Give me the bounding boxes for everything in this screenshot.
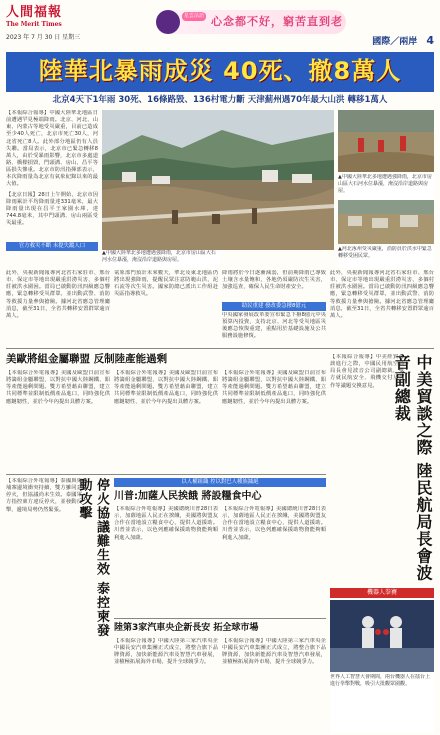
flood-photo <box>102 110 334 250</box>
body-column-c: 降雨將於今日逐漸減弱，但前期降雨已導致土壤含水量飽和，各地仍須嚴防次生災害，加強巡查，確保人民生命財產安全。 <box>222 270 326 291</box>
robot-photo <box>330 600 434 672</box>
tag-rescue: 助民重建 發改委急撥8億元 <box>222 302 326 311</box>
divider <box>6 474 326 475</box>
robot-title: 機器人拳賽 <box>330 588 434 598</box>
car-body-2: 【本報綜合報導】中國大陸第三家汽車央企中國長安汽車集團正式成立，將整合旗下品牌資源，加快新能源汽車及智慧汽車發展，並積極拓展海外市場，提升全球競爭力。 <box>222 638 326 666</box>
flood-scene-image <box>102 110 334 250</box>
car-body-1: 【本報綜合報導】中國大陸第三家汽車央企中國長安汽車集團正式成立，將整合旗下品牌資源，加快新能源汽車及智慧汽車發展，並積極拓展海外市場，提升全球競爭力。 <box>114 638 218 666</box>
rescue-caption-1: ▲中國大陸華北多地遭遇強降雨，北京市房山區大石河水位暴漲，淹沒沿岸道路與房屋。 <box>338 174 434 200</box>
flood-photo-caption: ▲中國大陸華北多地遭遇強降雨，北京市房山區大石河水位暴漲，淹沒沿岸道路與房屋。 <box>102 250 220 268</box>
body-column-a: 此外，央視新聞報導河北省石家莊市、邢台市、保定市等地出現嚴重洪澇災害，多個村莊被洪水圍困。當局已啟動防汛四級應急響應，緊急轉移受災群眾，並出動武警、消防等救援力量參與搶險。據河北省應急管理廳消息，截至31日，全省共轉移安置群眾逾百萬人。 <box>6 270 110 319</box>
slogan-banner <box>156 10 346 34</box>
eu-body-3: 【本報綜合外電報導】美國及歐盟日前宣布將籌組金屬聯盟，以對抗中國大陸鋼鐵、鋁等產能過剩問題。雙方希望藉由聯盟，建立共同標準並限制低價產品進口，同時強化供應鏈韌性，並於今年內提出具體方案。 <box>222 370 326 405</box>
robot-caption: 世界人工智慧大會期間，兩台機器人在擂台上進行拳擊對戰，吸引大批觀眾圍觀。 <box>330 674 434 732</box>
body-column-d: 中央國家發展改革委宣布緊急下撥8億元中央預算內投資，支持北京、河北等受災地區災後應急恢復重建，重點用於基礎設施及公共服務設施修復。 <box>222 312 326 340</box>
car-headline: 陸第3家汽車央企新長安 拓全球市場 <box>114 623 259 633</box>
body-column-e: 此外，央視新聞報導河北省石家莊市、邢台市、保定市等地出現嚴重洪澇災害，多個村莊被洪水圍困。當局已啟動防汛四級應急響應，緊急轉移受災群眾，並出動武警、消防等救援力量參與搶險。據河北省應急管理廳消息，截至31日，全省共轉移安置群眾逾百萬人。 <box>330 270 434 319</box>
body-column-b: 氣象部門預計未來數天，華北及東北地區仍將出現強降雨，提醒民眾注意防範山洪、泥石流等次生災害。國家防總已派出工作組赴災區指導救災。 <box>114 270 218 298</box>
eu-body-2: 【本報綜合外電報導】美國及歐盟日前宣布將籌組金屬聯盟，以對抗中國大陸鋼鐵、鋁等產能過剩問題。雙方希望藉由聯盟，建立共同標準並限制低價產品進口，同時強化供應鏈韌性，並於今年內提出具體方案。 <box>114 370 218 405</box>
rescue-scene-image <box>338 110 434 172</box>
tag-trump: 以人權組織 控以對巴人種族滅絕 <box>114 478 326 487</box>
trump-body-2: 【本報綜合外電報導】美國總統川普28日表示，加薩地區人民正在挨餓，美國將與盟友合作在當地設立糧食中心，提供人道援助。川普並表示，以色列應確保援助物資能夠順利進入加薩。 <box>222 506 326 541</box>
village-scene-image <box>338 200 434 244</box>
page-number: 4 <box>426 34 434 47</box>
robot-boxing-image <box>330 600 434 672</box>
village-photo <box>338 200 434 244</box>
issue-date: 2023 年 7 月 30 日 星期三 <box>6 34 81 41</box>
newspaper-logo <box>6 4 74 30</box>
masthead <box>6 4 434 46</box>
logo-english: The Merit Times <box>6 20 62 28</box>
section-name: 國際／兩岸 <box>372 37 418 47</box>
lead-paragraph: 【本報綜合報導】中國大陸華北地區日前遭遇罕見極端降雨。北京、河北、山東、內蒙古等地受災嚴重，目前已造成至少40人死亡，北京市死亡30人，河北省死亡8人。此外部分地區仍有人員失聯。當局表示，北京市已緊急轉移8萬人，由於受暴雨影響，北京市多處道路、橋樑損毀，門頭溝、房山、昌平等區損失慘重。北京市防汛指揮部表示，本次降雨量為北京有氣象紀錄以來的最大值。 <box>6 110 98 188</box>
china-us-headline: 中美貿談之際 陸民航局長會波音副總裁 <box>392 354 433 582</box>
strike-body: 【本報綜合外電報導】泰國與柬埔寨邊境衝突持續，雙方雖同意停火，但協議尚未生效。泰國軍方指控柬方違反停火，並發動反擊，邊境局勢仍然緊張。 <box>6 478 82 513</box>
rescue-caption-2: ▲河北涿州受災嚴重，消防員於洪水中緊急轉移受困民眾。 <box>338 246 434 268</box>
rescue-photo <box>338 110 434 172</box>
section-label <box>372 34 434 49</box>
slogan-badge: 星雲法語 <box>184 13 205 19</box>
eu-body-1: 【本報綜合外電報導】美國及歐盟日前宣布將籌組金屬聯盟，以對抗中國大陸鋼鐵、鋁等產能過剩問題。雙方希望藉由聯盟，建立共同標準並限制低價產品進口，同時強化供應鏈韌性，並於今年內提出具體方案。 <box>6 370 110 405</box>
strike-headline: 停火協議難生效 泰控柬發動攻擊 <box>76 478 109 638</box>
eu-headline: 美歐將組金屬聯盟 反制陸產能過剩 <box>6 353 168 365</box>
lead-note: 【北京日報】28日上午開始，北京市因降雨累計平均降雨量達331毫米，最大降雨量出現在昌平王家園水庫，達744.8毫米，其中門頭溝、房山兩區受災最重。 <box>6 191 98 227</box>
trump-headline: 川普:加薩人民挨餓 將設糧食中心 <box>114 491 262 502</box>
tag-official: 官方救災不斷 未提失蹤人口 <box>6 242 98 251</box>
logo-chinese: 人間福報 <box>6 5 63 20</box>
eggplant-mascot-icon <box>156 10 180 34</box>
slogan-text: 心念都不好，窮苦直到老 <box>211 15 343 28</box>
divider <box>114 618 326 619</box>
headline-subtitle: 北京4天下1年雨 30死、16條路毀、136村電力斷 天津薊州遇70年最大山洪 轉移1萬人 <box>52 95 388 105</box>
divider <box>6 348 434 349</box>
headline-title: 陸華北暴雨成災 40死、撤8萬人 <box>38 57 402 85</box>
lead-article <box>6 110 98 240</box>
china-us-body: 【本報綜合報導】中美經貿會談進行之際，中國民用航空局局長會見波音公司副總裁，雙方就民航安全、飛機交付及合作等議題交換意見。 <box>330 354 404 389</box>
headline-banner <box>6 52 434 92</box>
trump-body-1: 【本報綜合外電報導】美國總統川普28日表示，加薩地區人民正在挨餓，美國將與盟友合作在當地設立糧食中心，提供人道援助。川普並表示，以色列應確保援助物資能夠順利進入加薩。 <box>114 506 218 541</box>
